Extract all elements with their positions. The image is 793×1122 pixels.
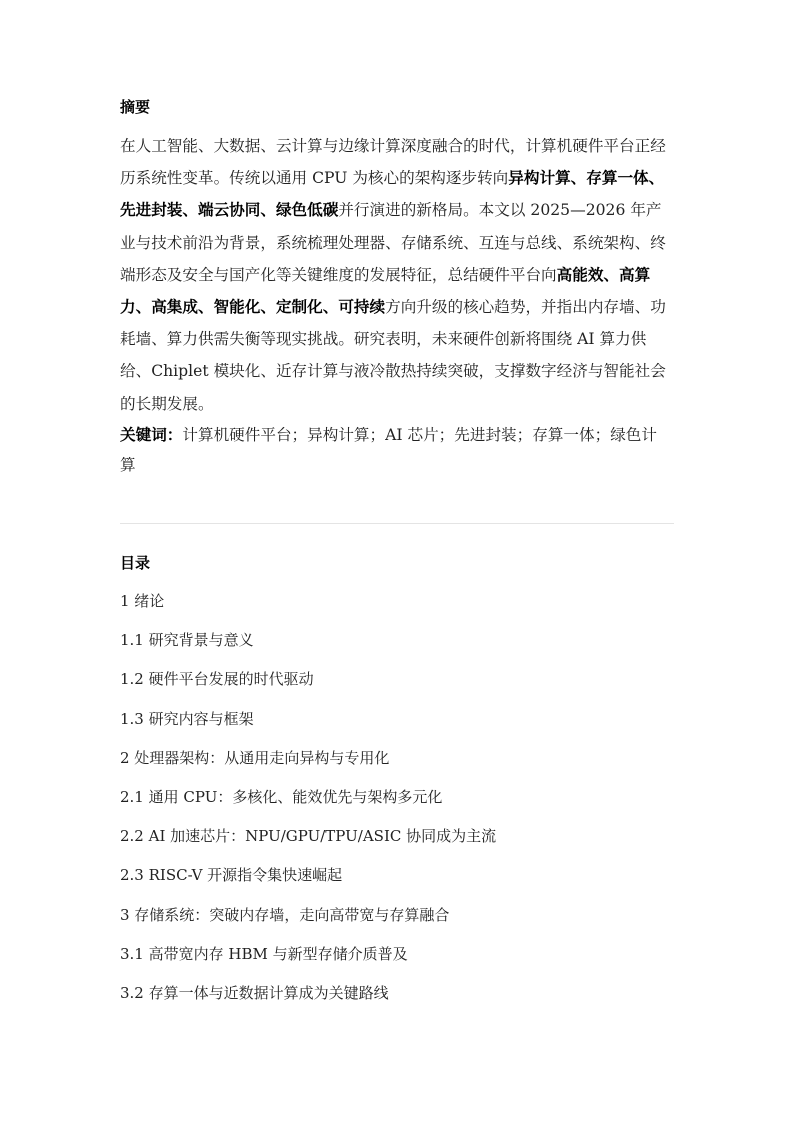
keywords-text: 计算机硬件平台；异构计算；AI 芯片；先进封装；存算一体；绿色计算 <box>120 426 657 474</box>
toc-item[interactable]: 2.2 AI 加速芯片：NPU/GPU/TPU/ASIC 协同成为主流 <box>120 827 497 846</box>
toc-item[interactable]: 2 处理器架构：从通用走向异构与专用化 <box>120 748 390 767</box>
toc-item[interactable]: 1.3 研究内容与框架 <box>120 709 254 728</box>
toc-item[interactable]: 1 绪论 <box>120 592 165 610</box>
section-divider <box>120 523 674 524</box>
abstract-text: 方向升级的核心趋势，并指出内存墙、功耗墙、算力供需失衡等现实挑战。研究表明，未来硬件创新将围绕 AI 算力供给、Chiplet 模块化、近存计算与液冷散热持续突破，支撑数字经济与智能社会的长期发展。 <box>120 298 666 413</box>
abstract-paragraph <box>120 130 668 420</box>
abstract-emphasis: 异构计算、存算一体、先进封装、端云协同、绿色低碳 <box>120 169 665 220</box>
abstract-text: 在人工智能、大数据、云计算与边缘计算深度融合的时代，计算机硬件平台正经历系统性变革。传统以通用 CPU 为核心的架构逐步转向 <box>120 137 666 188</box>
toc-item[interactable]: 1.1 研究背景与意义 <box>120 631 254 650</box>
abstract-text: 并行演进的新格局。本文以 2025—2026 年产业与技术前沿为背景，系统梳理处理器、存储系统、互连与总线、系统架构、终端形态及安全与国产化等关键维度的发展特征，总结硬件平台向 <box>120 201 666 284</box>
abstract-heading: 摘要 <box>120 98 151 116</box>
toc-item[interactable]: 3.1 高带宽内存 HBM 与新型存储介质普及 <box>120 944 408 963</box>
table-of-contents <box>120 590 496 1021</box>
toc-item[interactable]: 3.2 存算一体与近数据计算成为关键路线 <box>120 983 389 1002</box>
toc-item[interactable]: 3 存储系统：突破内存墙，走向高带宽与存算融合 <box>120 905 450 924</box>
keywords-label: 关键词： <box>120 426 183 444</box>
toc-item[interactable]: 2.1 通用 CPU：多核化、能效优先与架构多元化 <box>120 787 443 806</box>
toc-heading: 目录 <box>120 554 151 572</box>
abstract-emphasis: 高能效、高算力、高集成、智能化、定制化、可持续 <box>120 265 651 317</box>
keywords <box>120 420 668 480</box>
toc-item[interactable]: 1.2 硬件平台发展的时代驱动 <box>120 670 314 689</box>
toc-item[interactable]: 2.3 RISC-V 开源指令集快速崛起 <box>120 866 343 885</box>
